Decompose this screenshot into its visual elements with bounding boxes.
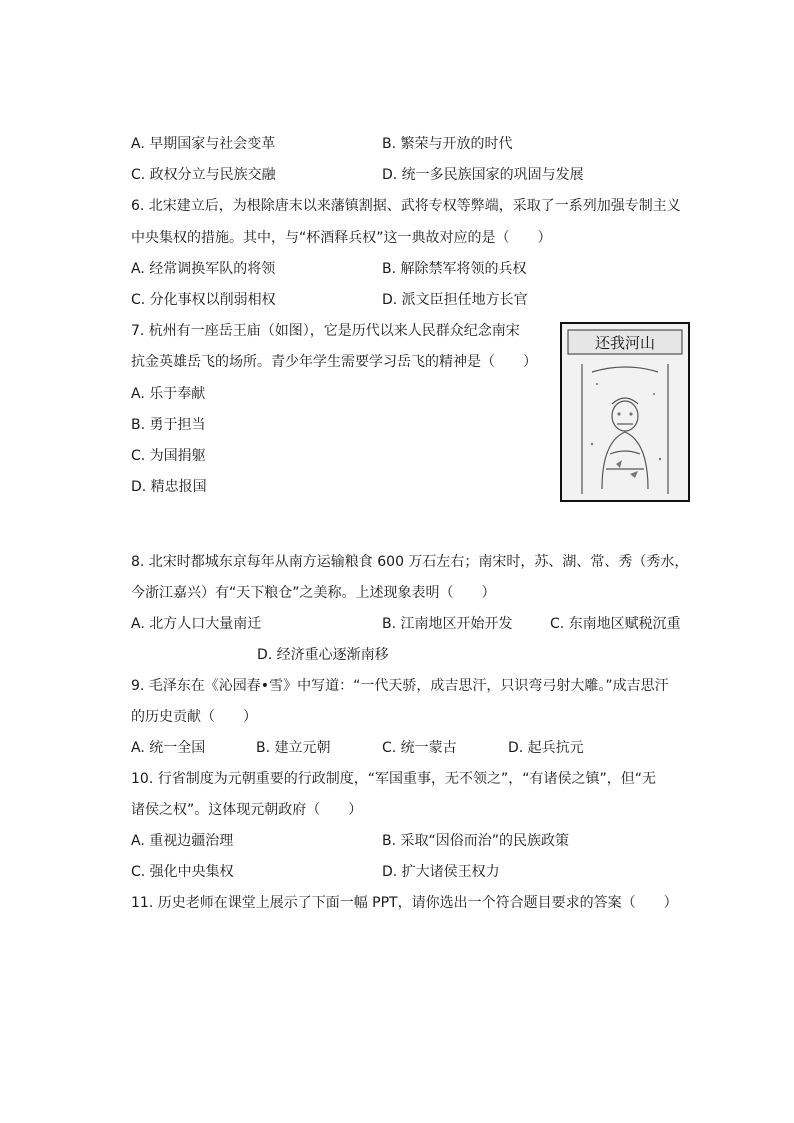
- q7-stem-line2: 抗金英雄岳飞的场所。青少年学生需要学习岳飞的精神是（ ）: [131, 354, 537, 370]
- yue-fei-statue-illustration: [562, 324, 688, 500]
- q6-option-c: C. 分化事权以削弱相权: [131, 292, 276, 308]
- q7-option-a: A. 乐于奉献: [131, 386, 206, 402]
- q9-stem-line1: 9. 毛泽东在《沁园春•雪》中写道：“一代天骄，成吉思汗，只识弯弓射大雕。”成吉思汗: [131, 678, 669, 694]
- plaque-calligraphy: 还我河山: [594, 334, 656, 352]
- q9-stem-line2: 的历史贡献（ ）: [131, 709, 257, 725]
- q10-option-c: C. 强化中央集权: [131, 864, 234, 880]
- q6-option-d: D. 派文臣担任地方长官: [382, 292, 528, 308]
- q7-option-b: B. 勇于担当: [131, 417, 206, 433]
- q8-stem-line2: 今浙江嘉兴）有“天下粮仓”之美称。上述现象表明（ ）: [131, 585, 496, 601]
- q9-option-b: B. 建立元朝: [256, 740, 331, 756]
- q9-option-d: D. 起兵抗元: [508, 740, 584, 756]
- q8-stem-line1: 8. 北宋时都城东京每年从南方运输粮食 600 万石左右；南宋时，苏、湖、常、秀（秀水，: [131, 554, 689, 570]
- q10-option-d: D. 扩大诸侯王权力: [382, 864, 500, 880]
- q11-stem-line1: 11. 历史老师在课堂上展示了下面一幅 PPT，请你选出一个符合题目要求的答案（ ）: [131, 895, 678, 911]
- yue-fei-temple-photo: [560, 322, 690, 502]
- q10-option-a: A. 重视边疆治理: [131, 833, 234, 849]
- q8-option-b: B. 江南地区开始开发: [382, 616, 513, 632]
- q8-option-c: C. 东南地区赋税沉重: [550, 616, 681, 632]
- q5-option-d: D. 统一多民族国家的巩固与发展: [382, 167, 584, 183]
- q10-stem-line2: 诸侯之权”。这体现元朝政府（ ）: [131, 802, 363, 818]
- q6-stem-line2: 中央集权的措施。其中，与“杯酒释兵权”这一典故对应的是（ ）: [131, 230, 552, 246]
- q10-stem-line1: 10. 行省制度为元朝重要的行政制度，“军国重事，无不领之”，“有诸侯之镇”，但“无: [131, 771, 656, 787]
- q6-option-b: B. 解除禁军将领的兵权: [382, 261, 527, 277]
- q6-stem-line1: 6. 北宋建立后，为根除唐末以来藩镇割据、武将专权等弊端，采取了一系列加强专制主义: [131, 198, 681, 214]
- q5-option-a: A. 早期国家与社会变革: [131, 136, 276, 152]
- q7-option-d: D. 精忠报国: [131, 479, 207, 495]
- q9-option-a: A. 统一全国: [131, 740, 206, 756]
- q10-option-b: B. 采取“因俗而治”的民族政策: [382, 833, 570, 849]
- q5-option-c: C. 政权分立与民族交融: [131, 167, 276, 183]
- q8-option-a: A. 北方人口大量南迁: [131, 616, 262, 632]
- q7-option-c: C. 为国捐躯: [131, 448, 206, 464]
- q5-option-b: B. 繁荣与开放的时代: [382, 136, 513, 152]
- q9-option-c: C. 统一蒙古: [382, 740, 457, 756]
- q6-option-a: A. 经常调换军队的将领: [131, 261, 276, 277]
- q8-option-d: D. 经济重心逐渐南移: [257, 647, 389, 663]
- q7-stem-line1: 7. 杭州有一座岳王庙（如图），它是历代以来人民群众纪念南宋: [131, 323, 520, 339]
